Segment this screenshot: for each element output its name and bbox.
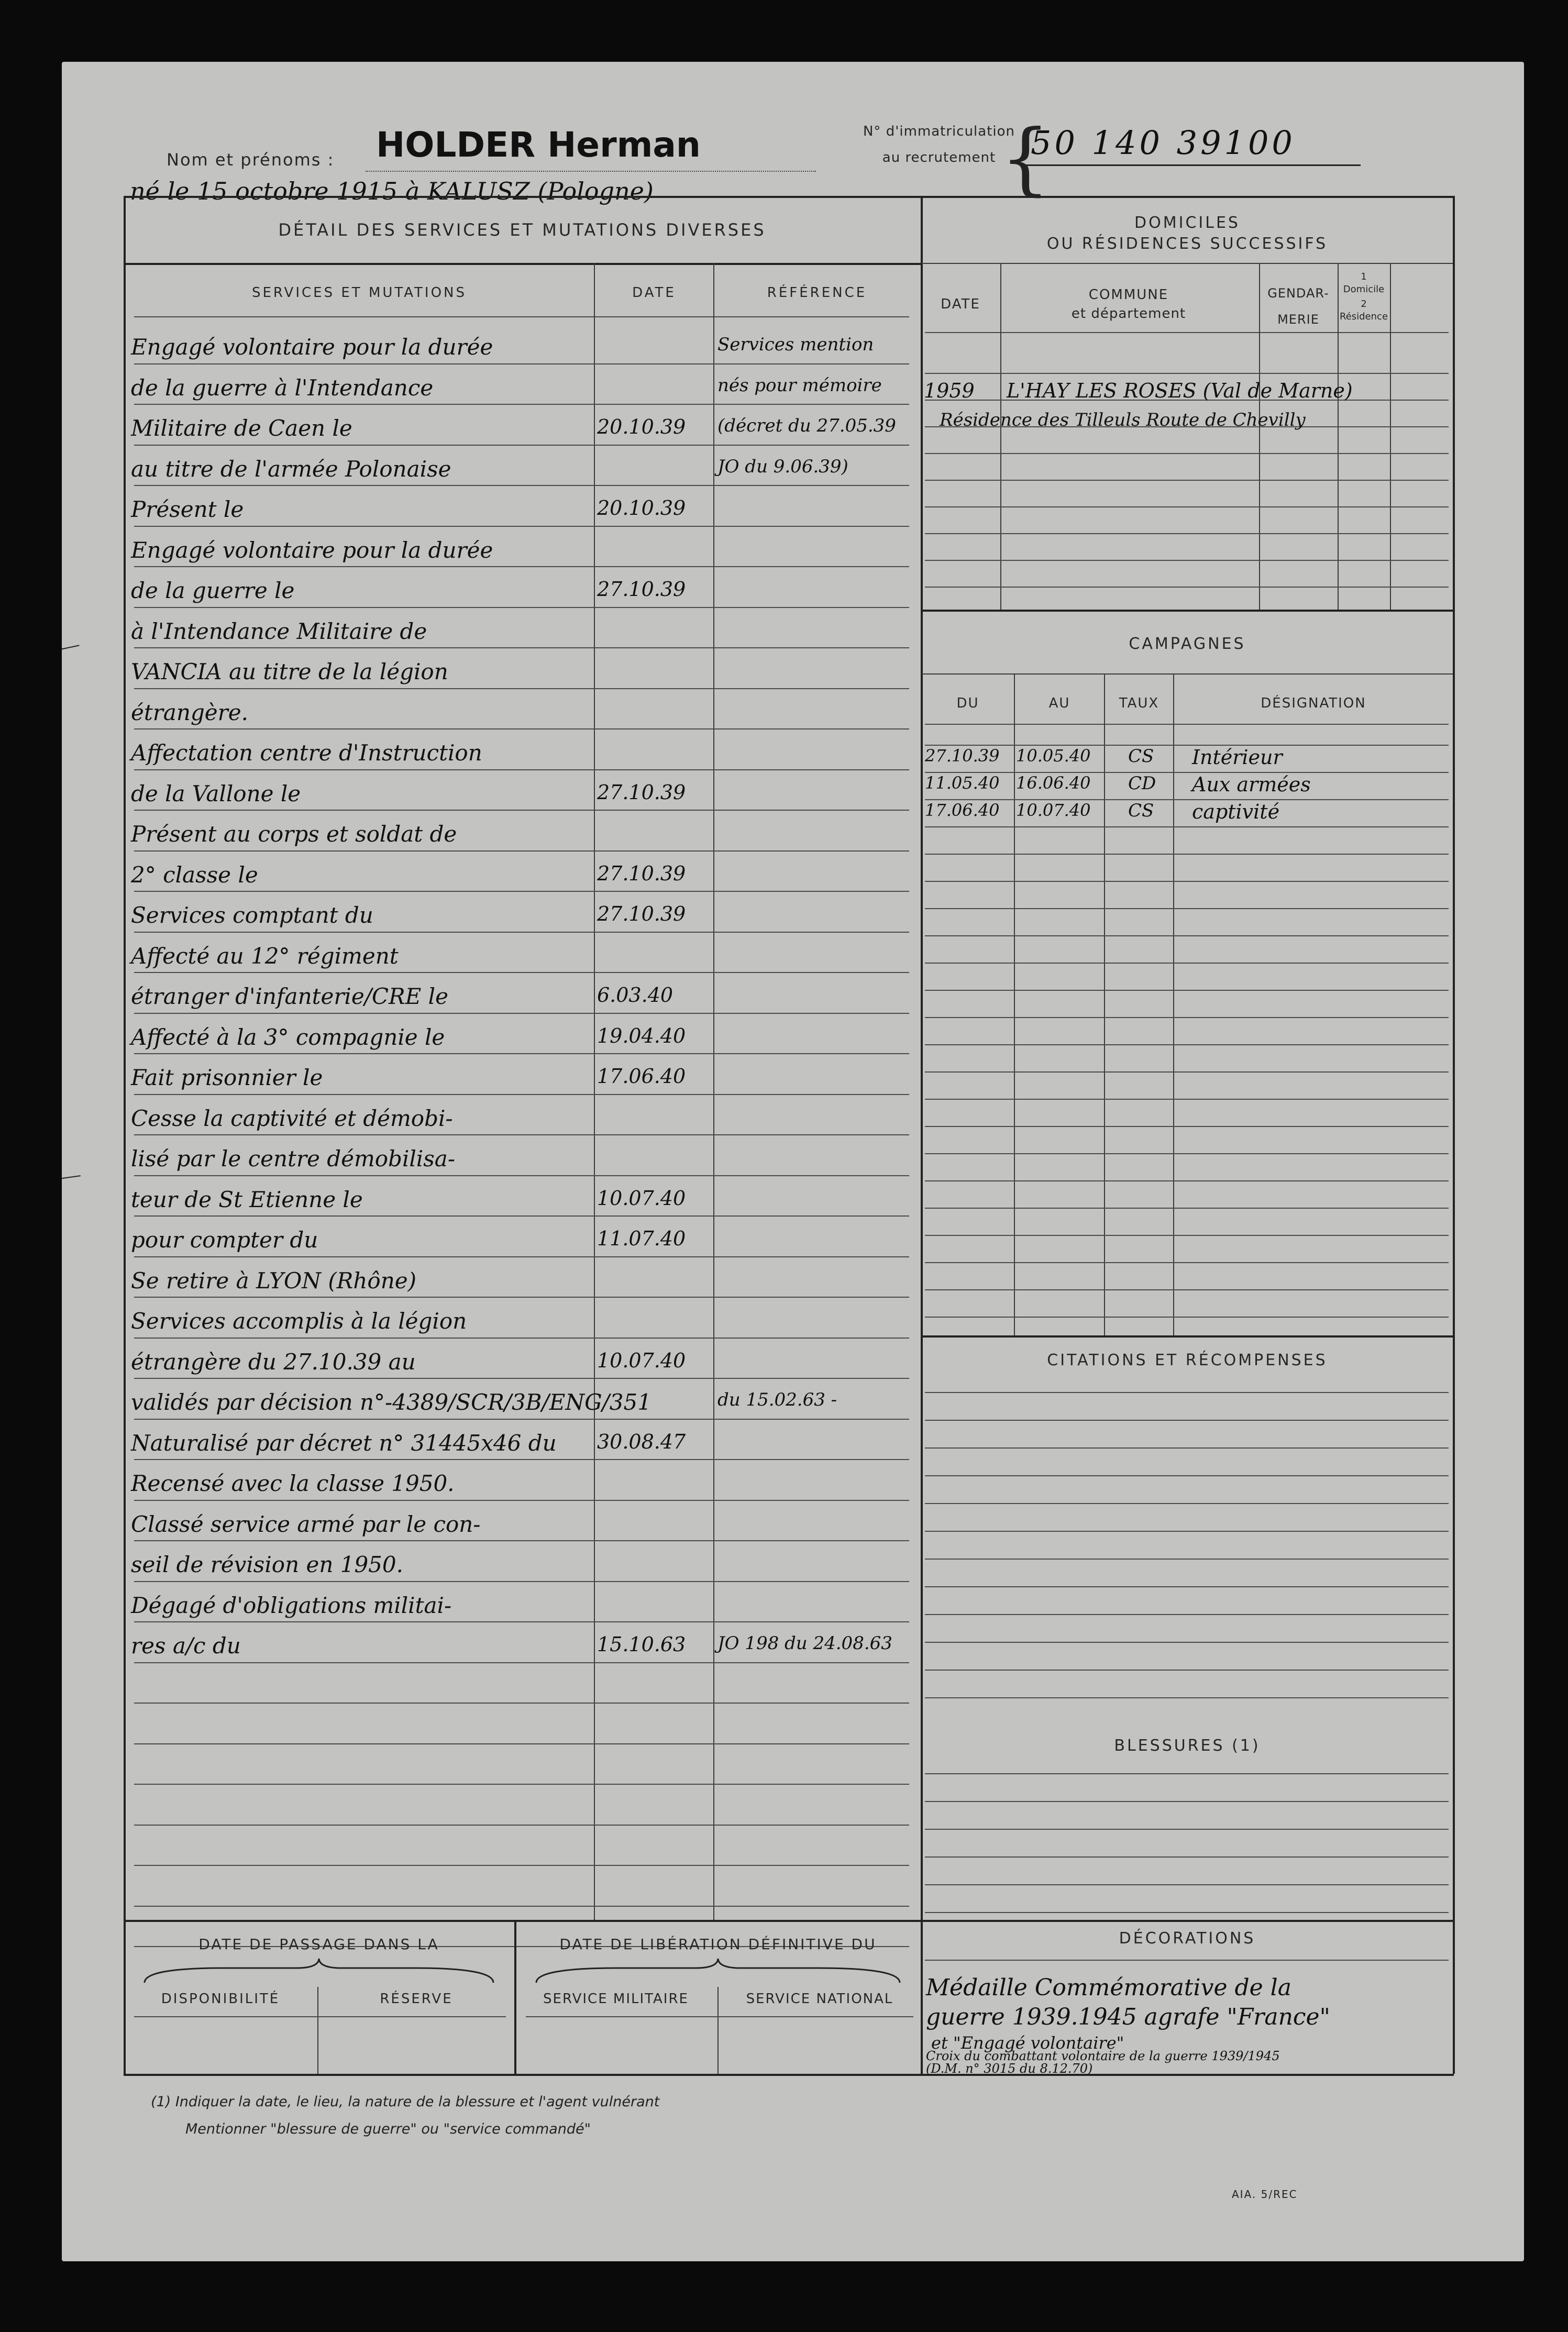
services-ruled-line	[134, 363, 909, 364]
services-ruled-line	[134, 1784, 909, 1785]
name-label: Nom et prénoms :	[167, 150, 335, 170]
services-ruled-line	[134, 647, 909, 648]
decorations-line-4: Croix du combattant volontaire de la guerre 1939/1945	[926, 2049, 1280, 2063]
campagne-au: 10.05.40	[1016, 746, 1091, 766]
service-row-reference: JO du 9.06.39)	[717, 456, 848, 477]
services-ruled-line	[134, 850, 909, 852]
services-ruled-line	[134, 1540, 909, 1541]
service-row-text: Engagé volontaire pour la durée	[131, 334, 493, 360]
domiciles-title-rule	[922, 263, 1453, 264]
services-ruled-line	[134, 1621, 909, 1622]
campagne-ruled-line	[925, 1153, 1449, 1154]
footnote-line-2: Mentionner "blessure de guerre" ou "service commandé"	[185, 2121, 591, 2137]
dom-col-date: DATE	[941, 296, 980, 312]
liberation-service-national: SERVICE NATIONAL	[746, 1991, 893, 2007]
services-date-divider	[594, 263, 595, 1920]
service-row-text: Fait prisonnier le	[131, 1065, 323, 1090]
citation-ruled-line	[925, 1503, 1449, 1504]
campagne-du: 27.10.39	[925, 746, 1000, 766]
service-row-text: lisé par le centre démobilisa-	[131, 1146, 456, 1171]
services-ruled-line	[134, 1338, 909, 1339]
campagne-ruled-line	[925, 1317, 1449, 1318]
services-ruled-line	[134, 1743, 909, 1744]
service-row-text: VANCIA au titre de la légion	[131, 659, 448, 684]
campagne-ruled-line	[925, 1262, 1449, 1263]
services-ruled-line	[134, 1134, 909, 1135]
service-row-date: 11.07.40	[597, 1227, 686, 1250]
services-ruled-line	[134, 526, 909, 527]
services-ruled-line	[134, 1865, 909, 1866]
name-value: HOLDER Herman	[376, 125, 701, 165]
immat-value: 50 140 39100	[1031, 124, 1296, 162]
dom-col-dom-2: Domicile	[1343, 284, 1385, 295]
service-row-reference: (décret du 27.05.39	[717, 415, 896, 436]
domiciles-title-2: OU RÉSIDENCES SUCCESSIFS	[1046, 235, 1328, 253]
dom-entry-date: 1959	[924, 379, 975, 402]
service-row-text: 2° classe le	[131, 861, 258, 888]
birth-line: né le 15 octobre 1915 à KALUSZ (Pologne)	[130, 177, 654, 205]
citations-top-rule	[922, 1335, 1453, 1338]
services-ruled-line	[134, 445, 909, 446]
dom-div-4	[1390, 263, 1391, 610]
service-row-date: 19.04.40	[597, 1024, 686, 1047]
campagne-ruled-line	[925, 799, 1449, 800]
citation-ruled-line	[925, 1475, 1449, 1476]
services-ruled-line	[134, 728, 909, 730]
services-ruled-line	[134, 1703, 909, 1704]
passage-reserve: RÉSERVE	[380, 1991, 453, 2007]
service-row-date: 27.10.39	[597, 902, 686, 925]
service-row-text: à l'Intendance Militaire de	[131, 618, 427, 644]
campagne-ruled-line	[925, 1017, 1449, 1018]
immat-label-1: N° d'immatriculation	[863, 124, 1015, 139]
service-row-text: étranger d'infanterie/CRE le	[131, 983, 448, 1009]
blessures-title: BLESSURES (1)	[1114, 1737, 1261, 1755]
service-row-date: 20.10.39	[597, 415, 686, 438]
service-row-date: 10.07.40	[597, 1349, 686, 1372]
service-row-text: Services comptant du	[131, 902, 373, 928]
campagnes-title: CAMPAGNES	[1129, 635, 1246, 653]
passage-disponibilite: DISPONIBILITÉ	[161, 1991, 280, 2007]
service-row-text: étrangère du 27.10.39 au	[131, 1349, 416, 1375]
services-title: DÉTAIL DES SERVICES ET MUTATIONS DIVERSES	[278, 220, 766, 240]
service-row-date: 10.07.40	[597, 1186, 686, 1210]
campagne-designation: Aux armées	[1192, 773, 1311, 796]
decorations-title: DÉCORATIONS	[1119, 1929, 1256, 1948]
service-row-text: de la Vallone le	[131, 780, 301, 806]
footnote-line-1: (1) Indiquer la date, le lieu, la nature de la blessure et l'agent vulnérant	[151, 2094, 660, 2110]
service-row-text: de la guerre le	[131, 578, 295, 603]
campagne-ruled-line	[925, 1044, 1449, 1045]
service-row-reference: du 15.02.63 -	[717, 1389, 837, 1410]
dom-header-rule	[925, 332, 1449, 333]
dom-col-gend-2: MERIE	[1277, 312, 1319, 327]
service-row-date: 27.10.39	[597, 861, 686, 885]
campagne-ruled-line	[925, 745, 1449, 746]
citation-ruled-line	[925, 1392, 1449, 1393]
passage-sub-divider	[317, 1987, 318, 2074]
services-ruled-line	[134, 688, 909, 689]
services-ruled-line	[134, 1053, 909, 1054]
frame-top	[124, 196, 1454, 198]
services-ruled-line	[134, 1215, 909, 1217]
camp-col-au: AU	[1048, 695, 1070, 711]
services-ruled-line	[134, 1581, 909, 1582]
service-row-text: Affecté à la 3° compagnie le	[131, 1024, 445, 1050]
services-ruled-line	[134, 1013, 909, 1014]
campagne-ruled-line	[925, 1071, 1449, 1073]
service-row-date: 27.10.39	[597, 578, 686, 601]
passage-title: DATE DE PASSAGE DANS LA	[198, 1936, 439, 1953]
dom-col-commune-2: et département	[1071, 306, 1186, 322]
citation-ruled-line	[925, 1559, 1449, 1560]
campagne-taux: CS	[1128, 746, 1154, 767]
campagnes-top-rule	[922, 610, 1453, 612]
decorations-line-2: guerre 1939.1945 agrafe "France"	[926, 2004, 1330, 2030]
camp-col-designation: DÉSIGNATION	[1261, 695, 1366, 711]
blessure-ruled-line	[925, 1884, 1449, 1885]
col-services: SERVICES ET MUTATIONS	[251, 285, 467, 301]
services-ruled-line	[134, 404, 909, 405]
services-ruled-line	[134, 891, 909, 892]
services-ruled-line	[134, 1256, 909, 1257]
campagne-taux: CS	[1128, 800, 1154, 821]
dom-entry-commune: L'HAY LES ROSES (Val de Marne)	[1007, 379, 1353, 402]
service-row-reference: Services mention	[717, 334, 874, 355]
citation-ruled-line	[925, 1670, 1449, 1671]
campagne-ruled-line	[925, 1208, 1449, 1209]
passage-sub-rule	[134, 2016, 506, 2017]
domicile-ruled-line	[925, 506, 1449, 507]
service-row-text: Engagé volontaire pour la durée	[131, 537, 493, 563]
liberation-brace	[515, 1957, 921, 1988]
campagne-ruled-line	[925, 908, 1449, 909]
blessure-ruled-line	[925, 1856, 1449, 1858]
services-ruled-line	[134, 1459, 909, 1460]
services-ruled-line	[134, 607, 909, 608]
dom-col-dom-4: Résidence	[1339, 311, 1388, 322]
service-row-text: Classé service armé par le con-	[131, 1511, 481, 1537]
campagne-ruled-line	[925, 1099, 1449, 1100]
campagne-du: 17.06.40	[925, 800, 1000, 820]
service-row-text: Affecté au 12° régiment	[131, 943, 399, 969]
dom-div-2	[1259, 263, 1260, 610]
campagne-ruled-line	[925, 854, 1449, 855]
service-row-text: Recensé avec la classe 1950.	[131, 1471, 455, 1496]
column-divider	[921, 196, 923, 2074]
liberation-sub-rule	[526, 2016, 913, 2017]
frame-right	[1453, 196, 1455, 2074]
services-ruled-line	[134, 932, 909, 933]
blessure-ruled-line	[925, 1801, 1449, 1802]
campagne-ruled-line	[925, 935, 1449, 936]
service-row-text: de la guerre à l'Intendance	[131, 374, 434, 401]
service-row-text: au titre de l'armée Polonaise	[131, 456, 451, 482]
services-ruled-line	[134, 1825, 909, 1826]
immat-brace: {	[1000, 113, 1051, 204]
services-ruled-line	[134, 769, 909, 770]
service-row-text: Naturalisé par décret n° 31445x46 du	[131, 1430, 557, 1456]
col-reference: RÉFÉRENCE	[767, 285, 867, 301]
service-row-date: 30.08.47	[597, 1430, 686, 1453]
frame-bottom	[124, 2074, 1454, 2076]
dom-col-commune-1: COMMUNE	[1088, 287, 1169, 303]
service-row-reference: JO 198 du 24.08.63	[717, 1633, 892, 1654]
campagne-du: 11.05.40	[925, 773, 1000, 793]
dom-entry-detail: Résidence des Tilleuls Route de Chevilly	[940, 410, 1306, 430]
liberation-sub-divider	[717, 1987, 719, 2074]
service-row-text: Présent au corps et soldat de	[131, 821, 457, 847]
domicile-ruled-line	[925, 480, 1449, 481]
services-header-rule	[134, 316, 909, 317]
bottom-section-rule	[124, 1920, 1454, 1922]
service-row-text: étrangère.	[131, 699, 248, 725]
services-ruled-line	[134, 485, 909, 486]
campagne-designation: captivité	[1192, 800, 1280, 823]
service-row-text: pour compter du	[131, 1227, 318, 1253]
campagne-taux: CD	[1128, 773, 1156, 794]
blessure-ruled-line	[925, 1773, 1449, 1774]
domicile-ruled-line	[925, 587, 1449, 588]
services-ruled-line	[134, 1175, 909, 1176]
service-row-text: res a/c du	[131, 1633, 241, 1659]
liberation-title: DATE DE LIBÉRATION DÉFINITIVE DU	[559, 1936, 877, 1953]
campagne-ruled-line	[925, 990, 1449, 991]
frame-left	[124, 196, 126, 2074]
services-ruled-line	[134, 1662, 909, 1663]
citation-ruled-line	[925, 1447, 1449, 1449]
dom-div-3	[1338, 263, 1339, 610]
domicile-ruled-line	[925, 560, 1449, 561]
citation-ruled-line	[925, 1642, 1449, 1643]
service-row-text: Affectation centre d'Instruction	[131, 740, 482, 766]
campagne-ruled-line	[925, 1235, 1449, 1236]
decorations-line-5: (D.M. n° 3015 du 8.12.70)	[926, 2061, 1093, 2076]
form-code: AIA. 5/REC	[1232, 2188, 1298, 2201]
camp-col-du: DU	[956, 695, 979, 711]
services-ruled-line	[134, 1378, 909, 1379]
domiciles-title-1: DOMICILES	[1134, 214, 1240, 232]
dom-col-gend-1: GENDAR-	[1267, 286, 1329, 301]
campagne-designation: Intérieur	[1192, 746, 1283, 769]
citation-ruled-line	[925, 1531, 1449, 1532]
blessure-ruled-line	[925, 1912, 1449, 1913]
citation-ruled-line	[925, 1614, 1449, 1615]
citation-ruled-line	[925, 1697, 1449, 1698]
campagne-au: 16.06.40	[1016, 773, 1091, 793]
citation-ruled-line	[925, 1586, 1449, 1587]
dom-div-1	[1000, 263, 1001, 610]
dom-col-dom-1: 1	[1361, 271, 1367, 282]
services-ruled-line	[134, 1906, 909, 1907]
citations-title: CITATIONS ET RÉCOMPENSES	[1047, 1351, 1328, 1369]
services-ref-divider	[713, 263, 714, 1920]
campagne-ruled-line	[925, 772, 1449, 773]
domicile-ruled-line	[925, 533, 1449, 534]
record-card	[62, 62, 1524, 2261]
service-row-date: 20.10.39	[597, 496, 686, 520]
services-ruled-line	[134, 566, 909, 567]
service-row-text: Cesse la captivité et démobi-	[131, 1105, 453, 1131]
camp-header-rule	[925, 724, 1449, 725]
domicile-ruled-line	[925, 453, 1449, 454]
passage-brace	[124, 1957, 514, 1988]
decorations-rule	[925, 1960, 1449, 1961]
dom-col-dom-3: 2	[1361, 299, 1367, 310]
campagne-ruled-line	[925, 1180, 1449, 1181]
immat-underline	[1025, 164, 1361, 166]
service-row-text: seil de révision en 1950.	[131, 1552, 403, 1577]
decorations-line-1: Médaille Commémorative de la	[926, 1974, 1291, 2001]
service-row-reference: nés pour mémoire	[717, 374, 882, 396]
domicile-ruled-line	[925, 373, 1449, 374]
service-row-text: Dégagé d'obligations militai-	[131, 1592, 452, 1618]
services-ruled-line	[134, 1094, 909, 1095]
service-row-text: teur de St Etienne le	[131, 1186, 363, 1212]
service-row-date: 27.10.39	[597, 780, 686, 804]
liberation-service-militaire: SERVICE MILITAIRE	[543, 1991, 689, 2007]
campagnes-title-rule	[922, 673, 1453, 675]
campagne-ruled-line	[925, 1289, 1449, 1290]
service-row-date: 15.10.63	[597, 1633, 686, 1656]
campagne-ruled-line	[925, 826, 1449, 827]
service-row-text: validés par décision n°-4389/SCR/3B/ENG/351	[131, 1389, 652, 1415]
service-row-text: Militaire de Caen le	[131, 415, 352, 441]
service-row-date: 6.03.40	[597, 983, 673, 1007]
margin-tick-2	[62, 1175, 81, 1180]
blessure-ruled-line	[925, 1829, 1449, 1830]
name-underline	[366, 171, 816, 172]
col-date: DATE	[632, 285, 676, 301]
campagne-au: 10.07.40	[1016, 800, 1091, 820]
services-ruled-line	[134, 972, 909, 973]
campagne-ruled-line	[925, 881, 1449, 882]
immat-label-2: au recrutement	[882, 150, 996, 165]
services-ruled-line	[134, 1419, 909, 1420]
service-row-text: Se retire à LYON (Rhône)	[131, 1267, 416, 1294]
camp-col-taux: TAUX	[1119, 695, 1160, 711]
services-ruled-line	[134, 1297, 909, 1298]
services-ruled-line	[134, 1500, 909, 1501]
services-title-rule	[124, 263, 921, 265]
service-row-text: Présent le	[131, 496, 244, 522]
service-row-text: Services accomplis à la légion	[131, 1308, 467, 1334]
campagne-ruled-line	[925, 963, 1449, 964]
service-row-date: 17.06.40	[597, 1065, 686, 1088]
services-ruled-line	[134, 810, 909, 811]
margin-tick-1	[62, 645, 80, 653]
decorations-line-3: et "Engagé volontaire"	[931, 2033, 1124, 2053]
citation-ruled-line	[925, 1420, 1449, 1421]
campagne-ruled-line	[925, 1126, 1449, 1127]
